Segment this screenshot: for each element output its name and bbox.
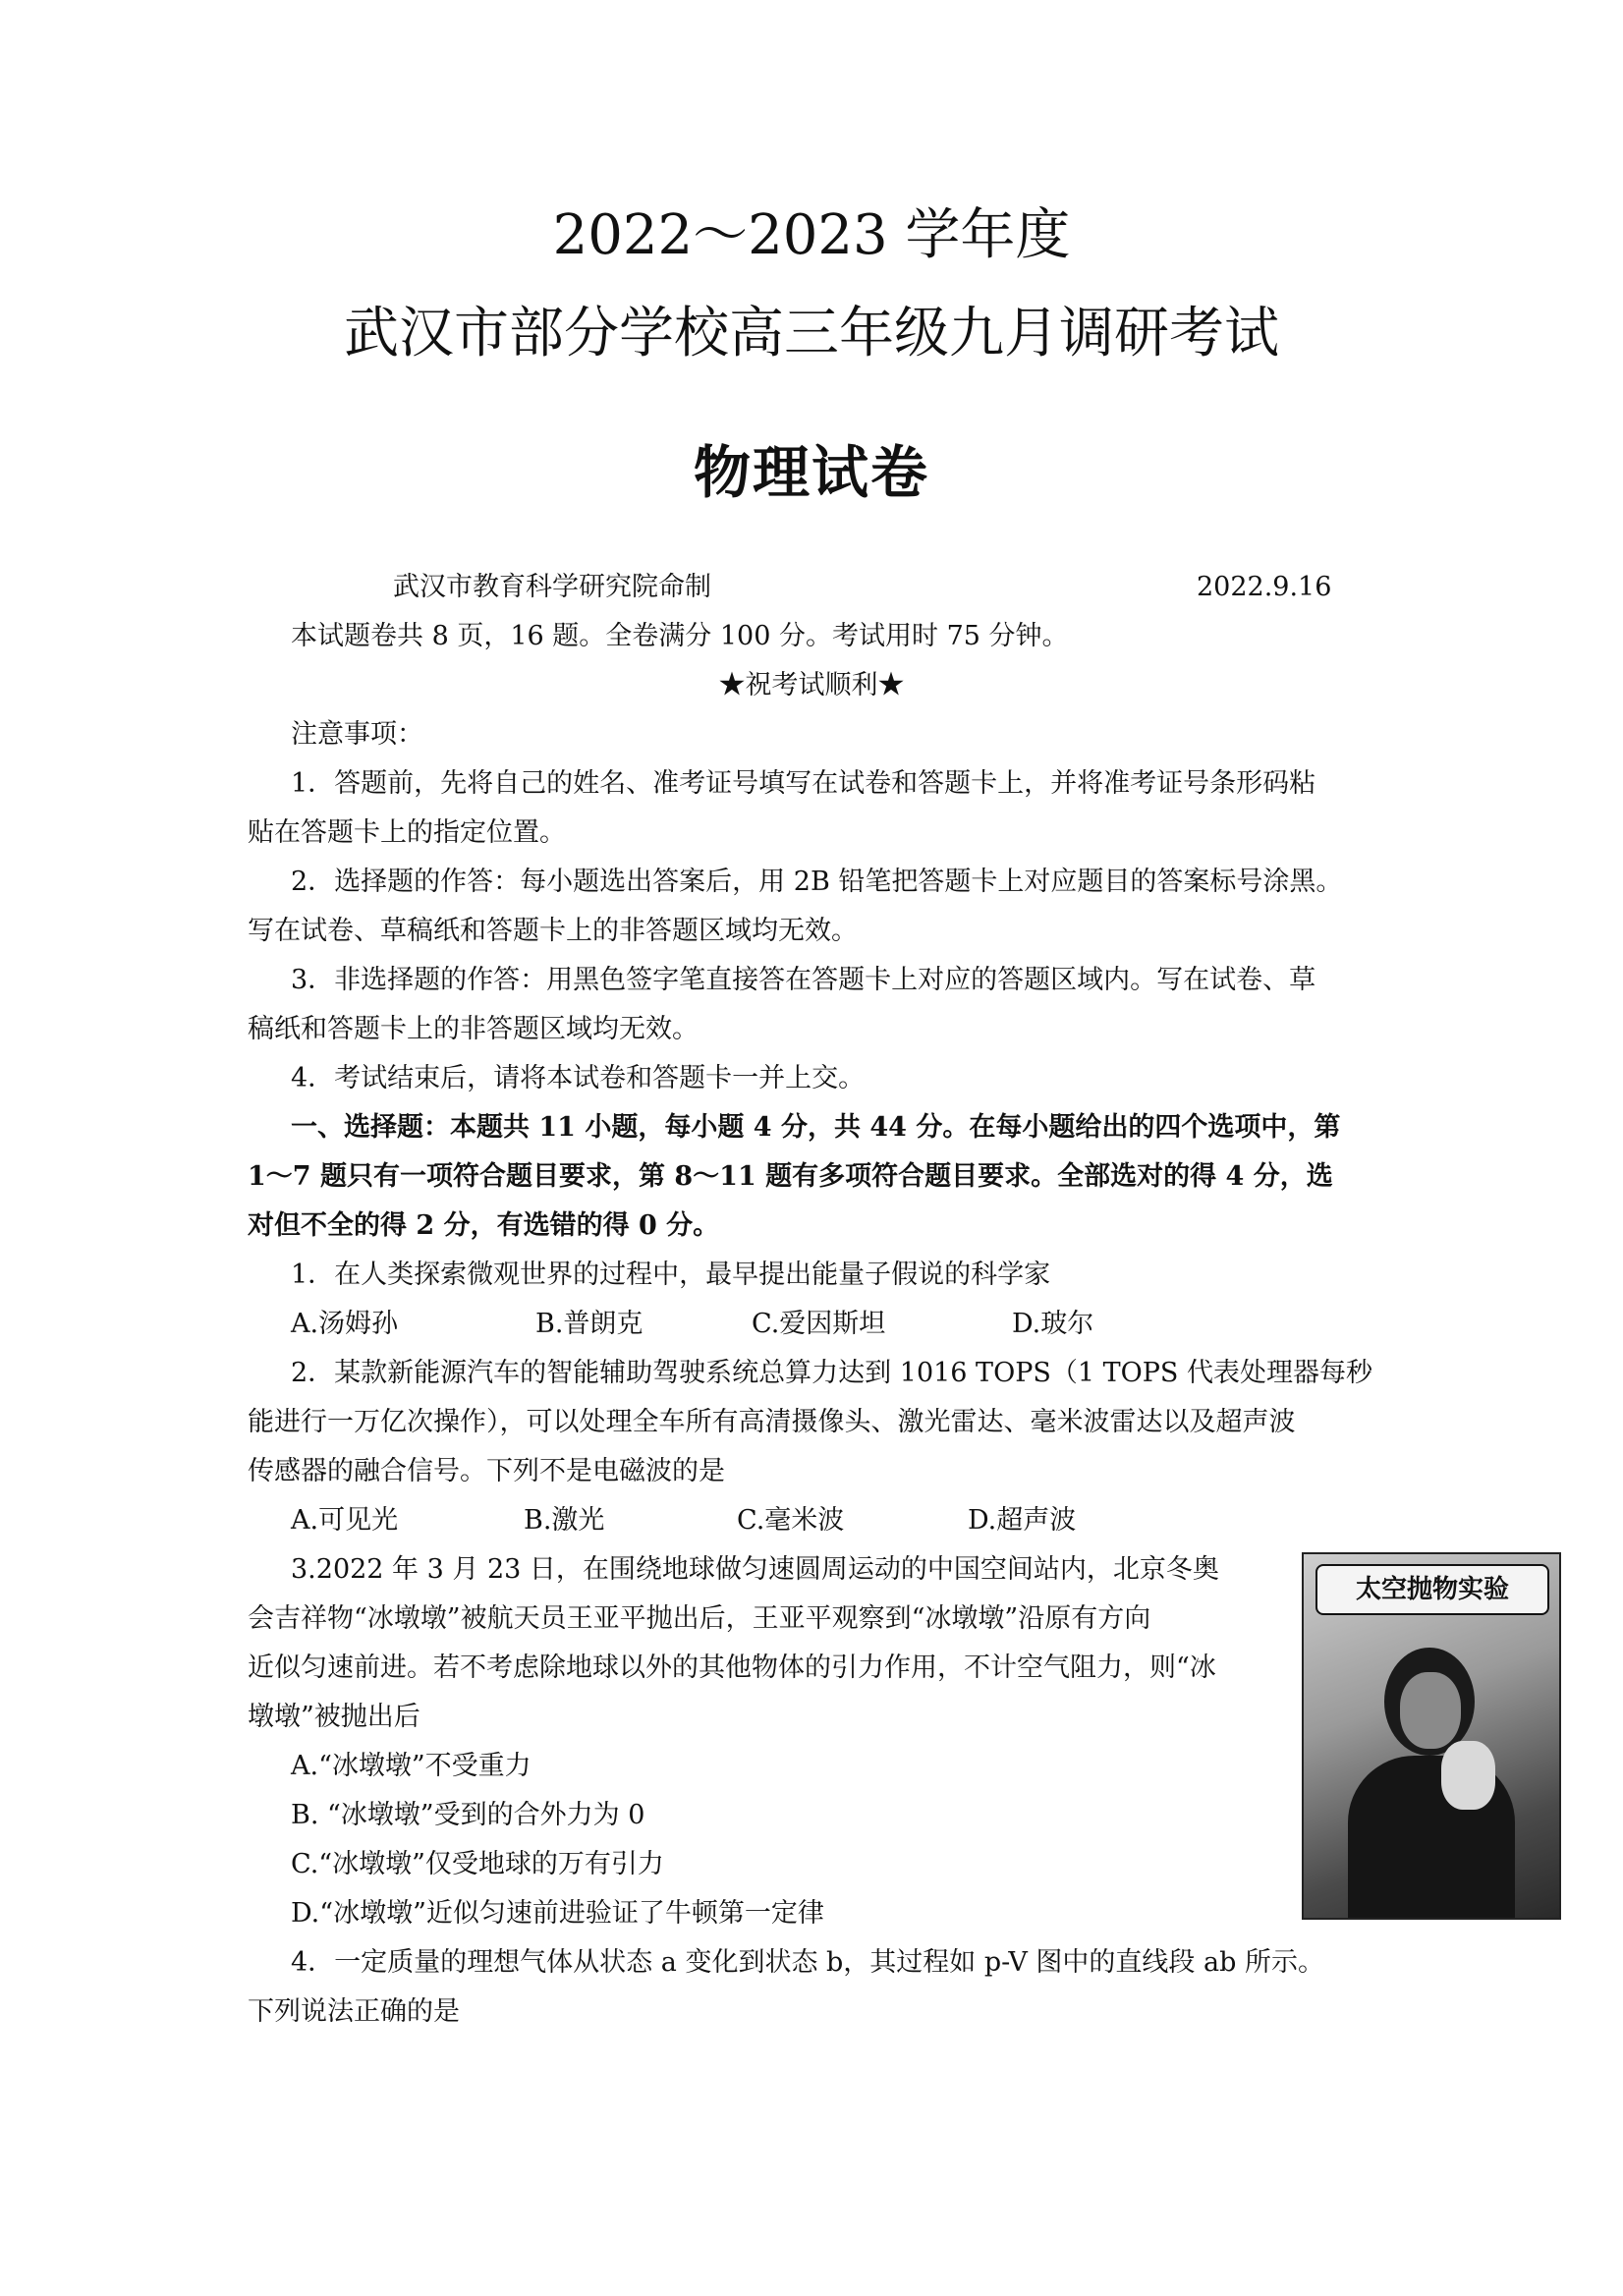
section-1-line-2: 1～7 题只有一项符合题目要求，第 8～11 题有多项符合题目要求。全部选对的得 4 分，选: [248, 1161, 1333, 1192]
exam-date: 2022.9.16: [1197, 572, 1332, 602]
note-3-line-1: 3．非选择题的作答：用黑色签字笔直接答在答题卡上对应的答题区域内。写在试卷、草: [291, 965, 1316, 995]
q3-line-2: 会吉祥物“冰墩墩”被航天员王亚平抛出后，王亚平观察到“冰墩墩”沿原有方向: [248, 1603, 1151, 1634]
q4-line-2: 下列说法正确的是: [248, 1996, 460, 2027]
q2-option-d: D.超声波: [968, 1505, 1077, 1536]
author-line: 武汉市教育科学研究院命制: [393, 572, 711, 602]
space-experiment-photo: [1302, 1552, 1561, 1920]
q2-option-a: A.可见光: [291, 1505, 399, 1536]
school-year: 2022～2023 学年度: [552, 203, 1071, 267]
q1-option-c: C.爱因斯坦: [752, 1309, 886, 1339]
q1-option-a: A.汤姆孙: [291, 1309, 399, 1339]
note-1-line-1: 1．答题前，先将自己的姓名、准考证号填写在试卷和答题卡上，并将准考证号条形码粘: [291, 768, 1316, 799]
good-luck-line: ★祝考试顺利★: [718, 670, 905, 700]
note-2-line-1: 2．选择题的作答：每小题选出答案后，用 2B 铅笔把答题卡上对应题目的答案标号涂黑。: [291, 867, 1343, 897]
q2-line-2: 能进行一万亿次操作），可以处理全车所有高清摄像头、激光雷达、毫米波雷达以及超声波: [248, 1407, 1296, 1437]
q2-option-c: C.毫米波: [737, 1505, 845, 1536]
q3-line-1: 3.2022 年 3 月 23 日，在围绕地球做匀速圆周运动的中国空间站内，北京冬奥: [291, 1554, 1219, 1585]
q3-line-3: 近似匀速前进。若不考虑除地球以外的其他物体的引力作用，不计空气阻力，则“冰: [248, 1652, 1216, 1683]
q3-option-b: B. “冰墩墩”受到的合外力为 0: [291, 1800, 645, 1830]
q4-line-1: 4．一定质量的理想气体从状态 a 变化到状态 b，其过程如 p-V 图中的直线段 ab 所示。: [291, 1947, 1324, 1978]
mascot-toy: [1441, 1741, 1495, 1810]
exam-info: 本试题卷共 8 页，16 题。全卷满分 100 分。考试用时 75 分钟。: [291, 621, 1069, 651]
note-3-line-2: 稿纸和答题卡上的非答题区域均无效。: [248, 1014, 699, 1044]
q3-option-a: A.“冰墩墩”不受重力: [291, 1751, 532, 1781]
q3-option-c: C.“冰墩墩”仅受地球的万有引力: [291, 1849, 664, 1879]
note-4: 4．考试结束后，请将本试卷和答题卡一并上交。: [291, 1063, 866, 1093]
q1-option-b: B.普朗克: [535, 1309, 644, 1339]
section-1-line-3: 对但不全的得 2 分，有选错的得 0 分。: [248, 1210, 720, 1241]
notes-title: 注意事项：: [291, 719, 423, 750]
q2-option-b: B.激光: [524, 1505, 605, 1536]
photo-banner: 太空抛物实验: [1315, 1564, 1549, 1615]
note-1-line-2: 贴在答题卡上的指定位置。: [248, 817, 566, 848]
exam-title: 武汉市部分学校高三年级九月调研考试: [344, 302, 1279, 365]
q2-line-3: 传感器的融合信号。下列不是电磁波的是: [248, 1456, 725, 1486]
q1-option-d: D.玻尔: [1012, 1309, 1094, 1339]
q2-line-1: 2．某款新能源汽车的智能辅助驾驶系统总算力达到 1016 TOPS（1 TOPS 代表处理器每秒: [291, 1358, 1373, 1388]
subject-title: 物理试卷: [693, 439, 929, 506]
section-1-line-1: 一、选择题：本题共 11 小题，每小题 4 分，共 44 分。在每小题给出的四个选项中，第: [291, 1112, 1341, 1143]
astronaut-face: [1400, 1672, 1461, 1749]
q3-option-d: D.“冰墩墩”近似匀速前进验证了牛顿第一定律: [291, 1898, 824, 1929]
note-2-line-2: 写在试卷、草稿纸和答题卡上的非答题区域均无效。: [248, 916, 858, 946]
q1-stem: 1．在人类探索微观世界的过程中，最早提出能量子假说的科学家: [291, 1260, 1051, 1290]
q3-line-4: 墩墩”被抛出后: [248, 1702, 420, 1732]
